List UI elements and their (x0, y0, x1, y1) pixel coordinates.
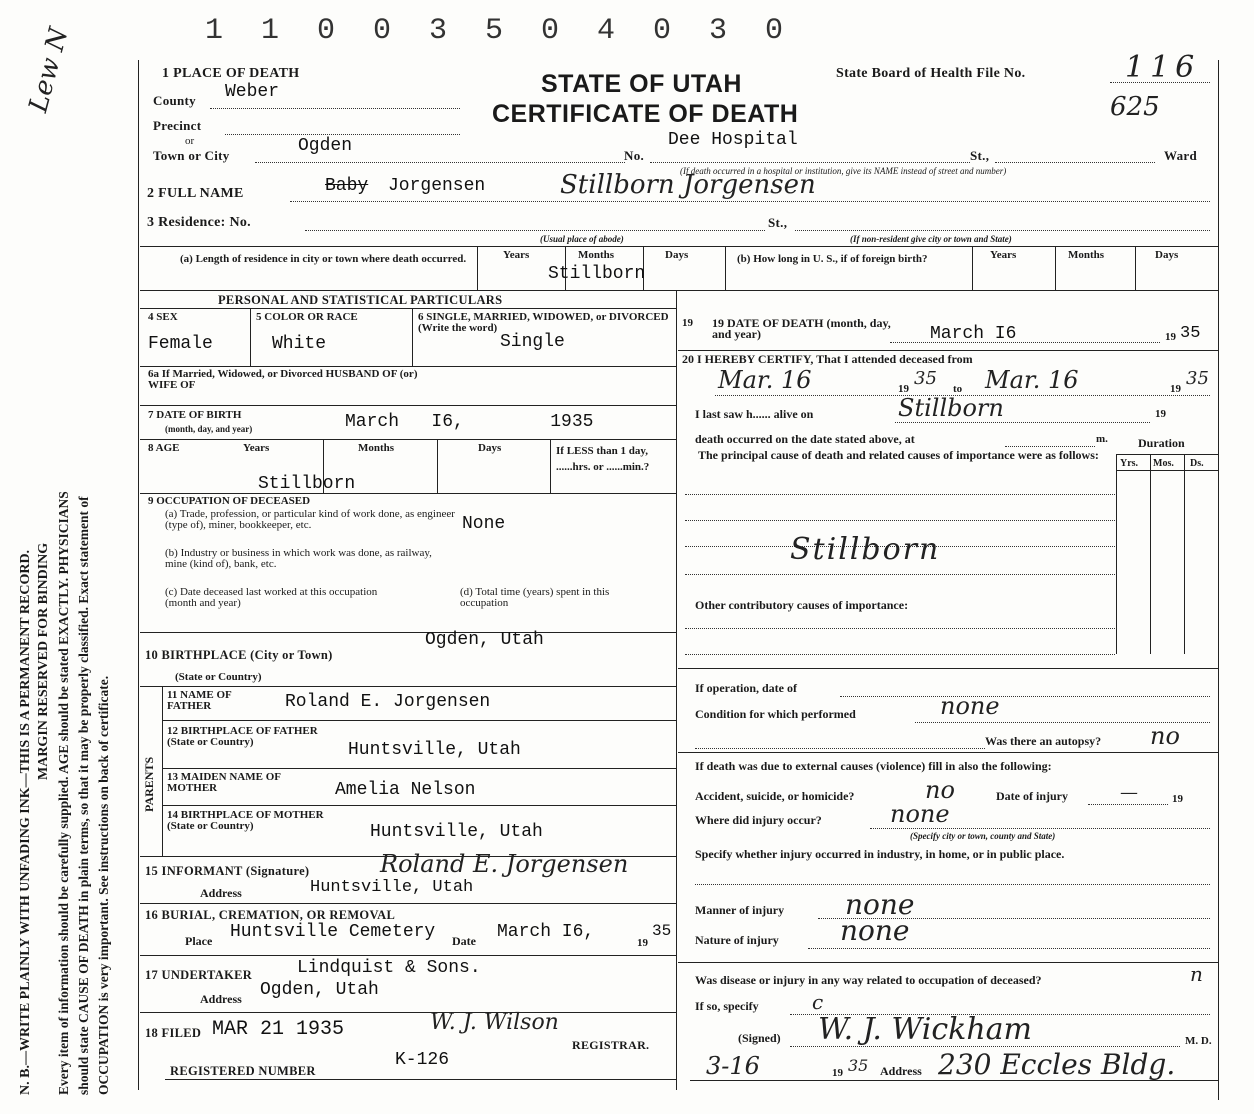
margin-instruction-1: Every item of information should be carefully supplied. AGE should be stated EXACTLY. PHYSICIANS (56, 491, 71, 1095)
filed-date: MAR 21 1935 (212, 1018, 345, 1041)
left-border (138, 60, 139, 1090)
father-name-label: 11 NAME OF FATHER (167, 689, 232, 712)
certificate-date: 3-16 (706, 1052, 760, 1080)
autopsy-value: no (1150, 722, 1180, 750)
father-birthplace-value: Huntsville, Utah (348, 740, 521, 760)
file-number-secondary: 625 (1110, 92, 1160, 122)
physician-address-label: Address (880, 1064, 922, 1078)
death-occurred-label: death occurred on the date stated above, at (695, 432, 915, 446)
where-injury-label: Where did injury occur? (695, 813, 822, 827)
age-days-header: Days (478, 442, 502, 454)
margin-handwritten-note: Lew N (23, 24, 75, 116)
attended-to: Mar. 16 (985, 366, 1079, 394)
file-number-label: State Board of Health File No. (836, 66, 1026, 81)
duration-ds: Ds. (1190, 458, 1204, 469)
residence-length-value: Stillborn (548, 264, 646, 284)
precinct-label: Precinct (153, 118, 202, 133)
abode-note: (Usual place of abode) (540, 234, 624, 244)
nature-label: Nature of injury (695, 933, 779, 947)
center-divider (676, 290, 677, 1090)
operation-label: If operation, date of (695, 681, 797, 695)
dod-year-prefix: 19 (1165, 331, 1176, 343)
us-years-header: Years (990, 249, 1017, 261)
accident-label: Accident, suicide, or homicide? (695, 789, 855, 803)
injury-year-prefix: 19 (1172, 793, 1183, 805)
filed-label: 18 FILED (145, 1026, 202, 1040)
occupation-label: 9 OCCUPATION OF DECEASED (148, 495, 311, 507)
color-label: 5 COLOR OR RACE (256, 311, 358, 323)
us-months-header: Months (1068, 249, 1105, 261)
last-saw-label: I last saw h...... alive on (695, 407, 814, 421)
full-name-label: 2 FULL NAME (147, 186, 244, 201)
if-so-label: If so, specify (695, 999, 759, 1013)
nonresident-note: (If non-resident give city or town and State) (850, 234, 1012, 244)
informant-address-value: Huntsville, Utah (310, 878, 474, 897)
dob-value: March I6, 1935 (345, 412, 594, 432)
registered-number-label: REGISTERED NUMBER (170, 1064, 316, 1078)
informant-signature: Roland E. Jorgensen (380, 850, 629, 878)
parents-side-label: PARENTS (142, 756, 156, 812)
registrar-label: REGISTRAR. (572, 1038, 650, 1052)
or-label: or (185, 135, 195, 147)
signed-label: (Signed) (738, 1031, 781, 1045)
mother-name-value: Amelia Nelson (335, 780, 476, 800)
condition-label: Condition for which performed (695, 707, 856, 721)
us-residence-label: (b) How long in U. S., if of foreign birth? (737, 253, 928, 265)
less-than-day-label: If LESS than 1 day, ......hrs. or ......min.? (556, 445, 650, 473)
birthplace-label: 10 BIRTHPLACE (City or Town) (145, 648, 333, 662)
place-of-death-label: 1 PLACE OF DEATH (162, 66, 300, 81)
burial-year-value: 35 (652, 922, 672, 940)
where-injury-note: (Specify city or town, county and State) (910, 831, 1056, 841)
residence-label: 3 Residence: No. (147, 215, 251, 230)
state-title: STATE OF UTAH (541, 70, 742, 98)
physician-signature: W. J. Wickham (818, 1012, 1032, 1047)
occupation-related-label: Was disease or injury in any way related to occupation of deceased? (695, 973, 1042, 987)
no-label: No. (624, 148, 645, 163)
total-time-label: (d) Total time (years) spent in this occupation (460, 586, 610, 609)
attended-to-year-prefix: 19 (1170, 383, 1181, 395)
mother-birthplace-value: Huntsville, Utah (370, 822, 543, 842)
margin-binding: MARGIN RESERVED FOR BINDING (36, 542, 51, 780)
condition-value: none (940, 692, 1000, 720)
surname-typed: Jorgensen (388, 176, 486, 196)
street-label: St., (970, 148, 990, 163)
injury-date-label: Date of injury (996, 789, 1068, 803)
age-value: Stillborn (258, 474, 356, 494)
margin-warning: N. B.—WRITE PLAINLY WITH UNFADING INK—THIS IS A PERMANENT RECORD. (18, 549, 33, 1095)
margin-instruction-2: should state CAUSE OF DEATH in plain terms, so that it may be properly classified. Exact statement of (76, 496, 91, 1095)
manner-label: Manner of injury (695, 903, 785, 917)
md-label: M. D. (1185, 1035, 1212, 1047)
attended-from-year-prefix: 19 (898, 383, 909, 395)
marital-label: 6 SINGLE, MARRIED, WIDOWED, or DIVORCED (Write the word) (418, 311, 669, 334)
us-days-header: Days (1155, 249, 1179, 261)
cause-of-death-value: Stillborn (790, 532, 941, 567)
time-m-label: m. (1096, 433, 1108, 445)
birthplace-state-label: (State or Country) (175, 671, 262, 683)
specify-place-label: Specify whether injury occurred in industry, in home, or in public place. (695, 847, 1065, 861)
serial-number: 1 1 0 0 3 5 0 4 0 3 0 (205, 14, 794, 48)
full-name-handwritten: Stillborn Jorgensen (560, 170, 816, 200)
mother-birthplace-label: 14 BIRTHPLACE OF MOTHER (State or Country) (167, 809, 324, 832)
father-name-value: Roland E. Jorgensen (285, 692, 491, 712)
residence-street-label: St., (768, 215, 788, 230)
physician-address-value: 230 Eccles Bldg. (938, 1048, 1176, 1081)
accident-value: no (925, 776, 955, 804)
burial-date-value: March I6, (497, 922, 595, 942)
certificate-title: CERTIFICATE OF DEATH (492, 100, 799, 128)
county-value: Weber (225, 82, 280, 102)
right-border (1218, 60, 1219, 1100)
length-residence-label: (a) Length of residence in city or town where death occurred. (180, 253, 467, 265)
to-label: to (953, 383, 963, 395)
age-years-header: Years (243, 442, 270, 454)
other-causes-label: Other contributory causes of importance: (695, 598, 909, 612)
sex-label: 4 SEX (148, 311, 178, 323)
margin-instruction-3: OCCUPATION is very important. See instructions on back of certificate. (96, 675, 111, 1095)
if-so-value: c (812, 990, 824, 1014)
husband-wife-label: 6a If Married, Widowed, or Divorced HUSBAND OF (or) WIFE OF (148, 368, 418, 391)
undertaker-address-value: Ogden, Utah (260, 980, 379, 1000)
certificate-year-prefix: 19 (832, 1067, 843, 1079)
attended-to-year: 35 (1186, 368, 1209, 389)
burial-year-prefix: 19 (637, 937, 648, 949)
dod-label: 19 DATE OF DEATH (month, day, and year) (712, 316, 891, 341)
birthplace-value: Ogden, Utah (425, 630, 544, 650)
dob-sub-label: (month, day, and year) (165, 424, 253, 434)
external-causes-label: If death was due to external causes (violence) fill in also the following: (695, 759, 1052, 773)
burial-label: 16 BURIAL, CREMATION, OR REMOVAL (145, 908, 396, 922)
file-number: 116 (1125, 50, 1201, 85)
dod-number: 19 (682, 317, 693, 329)
burial-place-label: Place (185, 934, 213, 948)
attended-from-year: 35 (914, 368, 937, 389)
autopsy-label: Was there an autopsy? (985, 734, 1102, 748)
occupation-related-value: n (1190, 962, 1203, 986)
struck-name: Baby (325, 176, 369, 196)
county-label: County (153, 93, 196, 108)
manner-value: none (845, 888, 915, 921)
occupation-trade-label: (a) Trade, profession, or particular kind of work done, as engineer (type of), miner, bookkeeper, etc. (165, 508, 455, 531)
sex-value: Female (148, 334, 213, 354)
burial-date-label: Date (452, 934, 476, 948)
age-label: 8 AGE (148, 442, 180, 454)
town-label: Town or City (153, 148, 230, 163)
cause-intro-label: The principal cause of death and related causes of importance were as follows: (698, 448, 1099, 462)
hospital-note: (If death occurred in a hospital or institution, give its NAME instead of street and number) (680, 166, 1007, 176)
certify-label: 20 I HEREBY CERTIFY, That I attended deceased from (682, 352, 973, 366)
personal-heading: PERSONAL AND STATISTICAL PARTICULARS (218, 293, 503, 307)
father-birthplace-label: 12 BIRTHPLACE OF FATHER (State or Country) (167, 725, 318, 748)
informant-label: 15 INFORMANT (Signature) (145, 864, 310, 878)
residence-days-header: Days (665, 249, 689, 261)
occupation-value: None (462, 514, 506, 534)
duration-label: Duration (1138, 436, 1185, 450)
residence-months-header: Months (578, 249, 615, 261)
informant-address-label: Address (200, 886, 242, 900)
residence-years-header: Years (503, 249, 530, 261)
undertaker-label: 17 UNDERTAKER (145, 968, 253, 982)
mother-name-label: 13 MAIDEN NAME OF MOTHER (167, 771, 281, 794)
occupation-industry-label: (b) Industry or business in which work was done, as railway, mine (kind of), bank, etc. (165, 547, 432, 570)
ward-label: Ward (1164, 148, 1197, 163)
burial-place-value: Huntsville Cemetery (230, 922, 436, 942)
age-months-header: Months (358, 442, 395, 454)
last-worked-label: (c) Date deceased last worked at this occupation (month and year) (165, 586, 378, 609)
duration-mos: Mos. (1153, 458, 1174, 469)
duration-yrs: Yrs. (1120, 458, 1139, 469)
registrar-signature: W. J. Wilson (430, 1010, 559, 1035)
registered-number-value: K-126 (395, 1050, 450, 1070)
undertaker-value: Lindquist & Sons. (297, 958, 481, 978)
undertaker-address-label: Address (200, 992, 242, 1006)
marital-value: Single (500, 332, 565, 352)
last-saw-year-prefix: 19 (1155, 408, 1166, 420)
last-saw-value: Stillborn (898, 394, 1004, 422)
color-value: White (272, 334, 327, 354)
dob-label: 7 DATE OF BIRTH (148, 409, 242, 421)
certificate-year: 35 (848, 1056, 869, 1075)
injury-date-value: — (1120, 782, 1138, 803)
attended-from: Mar. 16 (718, 366, 812, 394)
dod-value: March I6 (930, 324, 1017, 344)
dod-year: 35 (1180, 324, 1201, 343)
town-value: Ogden (298, 136, 353, 156)
hospital-value: Dee Hospital (668, 130, 798, 150)
nature-value: none (840, 914, 910, 947)
where-injury-value: none (890, 800, 950, 828)
